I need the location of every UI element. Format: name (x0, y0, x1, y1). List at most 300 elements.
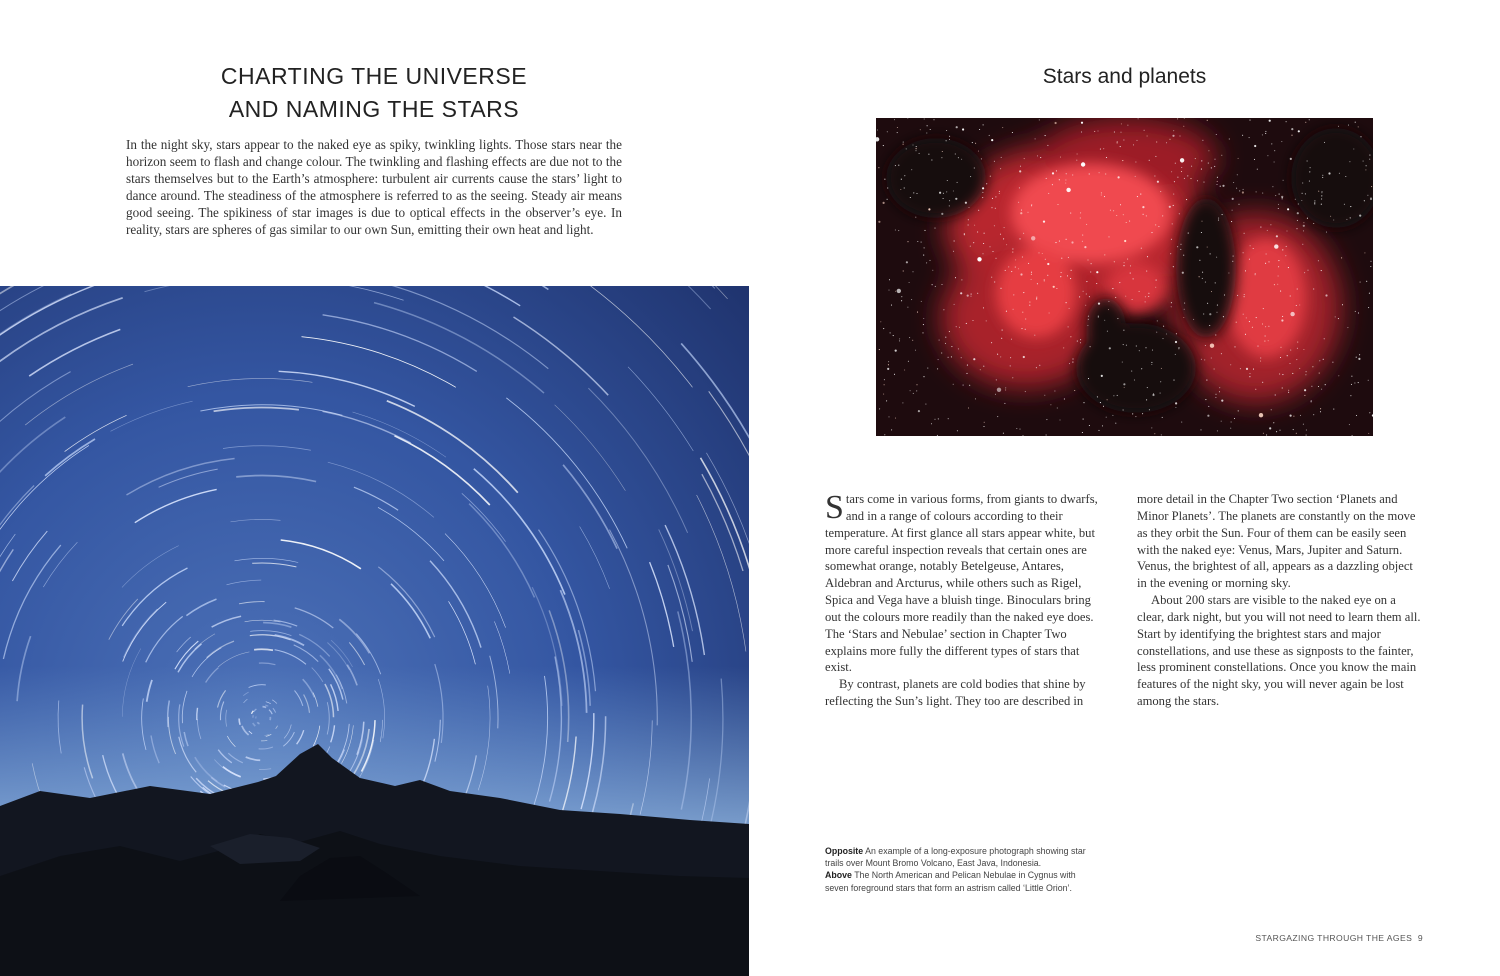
star (921, 301, 922, 302)
star (1040, 157, 1041, 158)
star (1010, 365, 1011, 366)
star (951, 356, 952, 357)
star (1313, 414, 1314, 415)
star (1303, 349, 1304, 350)
star (1055, 122, 1057, 124)
star (953, 384, 954, 385)
star (1146, 271, 1147, 272)
star (1171, 239, 1172, 240)
star (1282, 387, 1283, 388)
star (1141, 248, 1142, 249)
star (1103, 148, 1104, 149)
star (1082, 235, 1083, 236)
star (1064, 398, 1065, 399)
star (1139, 291, 1140, 292)
star (1054, 390, 1055, 391)
star (1020, 273, 1022, 275)
star (1358, 382, 1359, 383)
star (1282, 316, 1283, 317)
star (943, 309, 944, 310)
intro-paragraph: In the night sky, stars appear to the naked eye as spiky, twinkling lights. Those stars near the horizon seem to flash and change colour. The twinkling and flashing effects are due not to the stars themselves but to the Earth’s atmosphere: turbulent air currents cause the stars’ light to dance around. The steadiness of the atmosphere is referred to as the seeing. Steady air means good seeing. The spikiness of star images is due to optical effects in the observer’s eye. In reality, stars are spheres of gas similar to our own Sun, emitting their own heat and light. (126, 137, 622, 237)
star (1097, 396, 1098, 397)
star (898, 165, 899, 166)
star (1031, 272, 1032, 273)
star (1123, 409, 1124, 410)
star (1240, 368, 1241, 369)
star (923, 255, 924, 256)
star (1131, 371, 1132, 372)
star (1282, 374, 1283, 375)
star (992, 251, 993, 252)
star (931, 159, 932, 160)
star (1234, 346, 1235, 347)
star (1202, 140, 1203, 141)
star (978, 210, 979, 211)
star (1123, 344, 1124, 345)
star (971, 294, 972, 295)
star (1031, 204, 1032, 205)
star (1230, 364, 1231, 365)
star (1370, 197, 1371, 198)
star (1043, 221, 1045, 223)
star (1352, 435, 1353, 436)
star (911, 299, 912, 300)
star (1244, 294, 1245, 295)
star (1018, 202, 1019, 203)
star (1158, 226, 1159, 227)
star (951, 346, 952, 347)
star (1080, 342, 1081, 343)
star (1311, 401, 1312, 402)
star (983, 124, 984, 125)
star (1314, 203, 1315, 204)
star (1324, 338, 1325, 339)
star (967, 365, 968, 366)
star (1086, 224, 1087, 225)
star (1239, 190, 1240, 191)
star (1304, 389, 1306, 391)
star (1210, 253, 1211, 254)
star (1160, 381, 1161, 382)
star (1288, 390, 1289, 391)
star (1152, 350, 1153, 351)
running-head: STARGAZING THROUGH THE AGES (1255, 933, 1413, 943)
star (1080, 339, 1081, 340)
star (1174, 181, 1175, 182)
star (1208, 163, 1209, 164)
star (1048, 193, 1049, 194)
star (968, 407, 969, 408)
star (1269, 427, 1271, 429)
star (935, 286, 936, 287)
star (1348, 125, 1349, 126)
star (1203, 182, 1204, 183)
star (1184, 303, 1185, 304)
star (994, 161, 995, 162)
star (1306, 429, 1307, 430)
star (1086, 293, 1087, 294)
star (1035, 138, 1036, 139)
star (1368, 307, 1369, 308)
star (1237, 295, 1238, 296)
star (1318, 191, 1319, 192)
star (1101, 194, 1102, 195)
star (916, 193, 917, 194)
star (1356, 415, 1357, 416)
star (1124, 387, 1125, 388)
star (1233, 256, 1234, 257)
star (1302, 244, 1303, 245)
star (1012, 252, 1013, 253)
star (895, 350, 897, 352)
star (1037, 155, 1038, 156)
star (1264, 341, 1265, 342)
star (1218, 220, 1219, 221)
nebula-photo (876, 118, 1373, 436)
star (932, 270, 933, 271)
star (1208, 150, 1209, 151)
star (1211, 167, 1212, 168)
star (1045, 259, 1046, 260)
star (1297, 220, 1298, 221)
star (1217, 305, 1218, 306)
star (1162, 417, 1163, 418)
star (1339, 173, 1340, 174)
star (1245, 334, 1246, 335)
star (941, 284, 942, 285)
star (1090, 346, 1091, 347)
star (1036, 367, 1037, 368)
star (1000, 288, 1001, 289)
star (1171, 302, 1172, 303)
star (1108, 236, 1109, 237)
star (1216, 184, 1217, 185)
star (887, 199, 888, 200)
star (1015, 259, 1016, 260)
star (1119, 282, 1120, 283)
star (934, 419, 935, 420)
star (891, 305, 892, 306)
star (1260, 357, 1261, 358)
star (1344, 204, 1345, 205)
star (997, 388, 1001, 392)
star (1153, 393, 1154, 394)
star (1280, 291, 1281, 292)
star (1366, 281, 1367, 282)
star (992, 198, 993, 199)
star (910, 390, 911, 391)
star (1268, 261, 1269, 262)
star (1281, 196, 1283, 198)
star (1023, 292, 1024, 293)
star (1081, 162, 1085, 166)
star (955, 153, 956, 154)
body-column-2 (1137, 491, 1421, 710)
star (1306, 435, 1307, 436)
star (1004, 403, 1005, 404)
star (1267, 155, 1268, 156)
star (1262, 323, 1263, 324)
star (1063, 347, 1064, 348)
star (1060, 276, 1061, 277)
star (886, 400, 887, 401)
star (1246, 317, 1247, 318)
star (1252, 327, 1253, 328)
star (949, 331, 950, 332)
star (879, 349, 880, 350)
star (1279, 430, 1280, 431)
star (1101, 192, 1102, 193)
star (901, 179, 902, 180)
star (1006, 311, 1007, 312)
star (1202, 278, 1203, 279)
star (1256, 317, 1257, 318)
star (1207, 415, 1209, 417)
star (949, 136, 950, 137)
star (897, 289, 901, 293)
star (1200, 429, 1201, 430)
star (1268, 340, 1269, 341)
body-column-1 (825, 491, 1109, 710)
star (1234, 418, 1235, 419)
star (925, 404, 926, 405)
star (1333, 219, 1334, 220)
star (1257, 169, 1258, 170)
star (978, 151, 979, 152)
star (1333, 409, 1334, 410)
star (982, 192, 983, 193)
star (1053, 286, 1055, 288)
star (966, 323, 967, 324)
star (1298, 130, 1300, 132)
star (1142, 206, 1144, 208)
star (1132, 299, 1133, 300)
star (1047, 263, 1049, 265)
star (1304, 395, 1305, 396)
star (1366, 165, 1367, 166)
star (1310, 167, 1311, 168)
star (1029, 302, 1030, 303)
star (1243, 189, 1244, 190)
star (994, 281, 995, 282)
star (1025, 391, 1026, 392)
star (1113, 395, 1114, 396)
star (1059, 241, 1060, 242)
star (1156, 280, 1157, 281)
star (968, 224, 969, 225)
star (1296, 433, 1297, 434)
star (1296, 305, 1297, 306)
star (1358, 312, 1359, 313)
star (1265, 131, 1266, 132)
star (1123, 214, 1124, 215)
star (977, 293, 978, 294)
star (1193, 319, 1194, 320)
star (895, 291, 896, 292)
star (1179, 213, 1180, 214)
star (1160, 191, 1161, 192)
star (1306, 371, 1307, 372)
star (1100, 402, 1101, 403)
star (953, 251, 954, 252)
star (1083, 419, 1084, 420)
star (1293, 429, 1294, 430)
star (1223, 316, 1224, 317)
star (1328, 172, 1330, 174)
star (1350, 217, 1351, 218)
paragraph-3: About 200 stars are visible to the naked eye on a clear, dark night, but you will not need to learn them all. Start by identifying the brightest stars and major constellations, and use these as signposts to the fainter, less prominent constellations. Once you know the main features of the night sky, you will never again be lost among the stars. (1137, 593, 1421, 709)
star (989, 135, 990, 136)
star (1282, 249, 1283, 250)
star (1067, 275, 1068, 276)
paragraph-2-end: more detail in the Chapter Two section ‘Planets and Minor Planets’. The planets are constantly on the move as they orbit the Sun. Four of them can be easily seen with the naked eye: Venus, Mars, Jupiter and Saturn. Venus, the brightest of all, appears as a dazzling object in the evening or morning sky. (1137, 492, 1416, 591)
star (931, 423, 932, 424)
star (887, 368, 889, 370)
star (899, 340, 900, 341)
star (1013, 294, 1014, 295)
star (1106, 157, 1107, 158)
star (1090, 271, 1091, 272)
star (1136, 345, 1137, 346)
star (1220, 186, 1221, 187)
star (984, 422, 985, 423)
star (958, 348, 959, 349)
star (1098, 430, 1099, 431)
star (1312, 366, 1313, 367)
star (1175, 402, 1177, 404)
star (1124, 262, 1125, 263)
star (963, 385, 964, 386)
star (1216, 134, 1217, 135)
star (1114, 261, 1115, 262)
star (1253, 369, 1254, 370)
star (1031, 205, 1032, 206)
star (1184, 178, 1185, 179)
star (1238, 204, 1239, 205)
star (1077, 341, 1078, 342)
star (1330, 216, 1331, 217)
star (1118, 176, 1120, 178)
star (927, 368, 928, 369)
star (1238, 158, 1239, 159)
star (959, 327, 960, 328)
chapter-title-line-2: AND NAMING THE STARS (228, 96, 520, 122)
star (1000, 234, 1001, 235)
star (932, 284, 933, 285)
star (1232, 210, 1233, 211)
star (1184, 309, 1185, 310)
star (1254, 159, 1255, 160)
star (1180, 158, 1184, 162)
star (1114, 131, 1115, 132)
star (1008, 266, 1009, 267)
star (1287, 355, 1288, 356)
star (1324, 142, 1325, 143)
star (903, 142, 904, 143)
star (1266, 434, 1267, 435)
star (1277, 284, 1278, 285)
star (1123, 383, 1125, 385)
star (913, 192, 914, 193)
star (1112, 288, 1113, 289)
star (1004, 227, 1005, 228)
star (906, 148, 907, 149)
star (955, 198, 957, 200)
star (1173, 380, 1174, 381)
star (1071, 241, 1073, 243)
star (1286, 121, 1287, 122)
star (1221, 421, 1222, 422)
star (1370, 266, 1371, 267)
star (916, 148, 917, 149)
star (1046, 419, 1047, 420)
paragraph-1 (825, 491, 1109, 676)
star (982, 197, 983, 198)
star (899, 338, 900, 339)
section-title: Stars and planets (1042, 65, 1207, 88)
star (1201, 160, 1202, 161)
star (1104, 320, 1105, 321)
star (982, 253, 983, 254)
star (1132, 413, 1133, 414)
star (1028, 263, 1029, 264)
star (1070, 336, 1071, 337)
star (890, 332, 891, 333)
star (1369, 159, 1370, 160)
star (1311, 400, 1312, 401)
star (1335, 316, 1336, 317)
star (1276, 235, 1278, 237)
star (1143, 214, 1144, 215)
star (1309, 181, 1310, 182)
star (1303, 424, 1304, 425)
star (884, 379, 885, 380)
star (1012, 377, 1013, 378)
star (1098, 315, 1099, 316)
star (1157, 181, 1159, 183)
star (1271, 143, 1272, 144)
star (1102, 425, 1103, 426)
star (926, 262, 927, 263)
star (1237, 174, 1238, 175)
star (1347, 327, 1348, 328)
star-trail (263, 707, 267, 708)
star (1228, 272, 1229, 273)
star (941, 213, 943, 215)
star (962, 128, 964, 130)
star (1351, 384, 1352, 385)
star (974, 225, 975, 226)
star (979, 129, 980, 130)
star (1276, 431, 1277, 432)
star (895, 229, 896, 230)
star (1325, 384, 1326, 385)
star (1341, 257, 1342, 258)
star (1364, 252, 1365, 253)
star (1222, 185, 1224, 187)
star (1109, 347, 1111, 349)
star (1302, 182, 1303, 183)
star (1104, 254, 1105, 255)
star (1178, 347, 1179, 348)
star (1307, 160, 1308, 161)
star (1105, 173, 1106, 174)
star (1135, 416, 1136, 417)
star (918, 410, 920, 412)
star (1154, 175, 1155, 176)
star (1278, 266, 1279, 267)
star (961, 279, 962, 280)
